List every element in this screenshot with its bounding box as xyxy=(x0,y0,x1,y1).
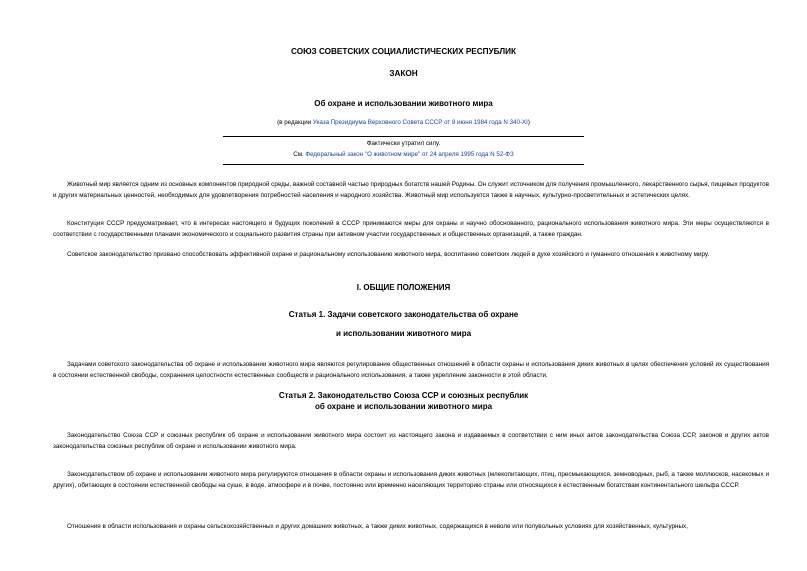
status-prefix: См. xyxy=(293,151,306,158)
article2-paragraph-3: Отношения в области использования и охраны сельскохозяйственных и других домашних животных, а также диких животных, содержащихся в неволе или полувольных условиях для хозяйственных, культурных, xyxy=(67,523,688,530)
status-link[interactable]: Федеральный закон "О животном мире" от 24 апреля 1995 года N 52-ФЗ xyxy=(305,151,514,158)
status-reference xyxy=(0,151,807,158)
divider-top xyxy=(223,136,584,137)
preamble-paragraph-2: Конституция СССР предусматривает, что в интересах настоящего и будущих поколений в СССР принимаются меры для охраны и научно обоснованного, рационального использования животного мира. Эти меры осуществляются в соответствии с государственными планами экономического и социального развития страны при активном участии государственных и общественных организаций, а также граждан. xyxy=(53,220,769,238)
doc-type-heading: ЗАКОН xyxy=(389,69,418,78)
union-heading: СОЮЗ СОВЕТСКИХ СОЦИАЛИСТИЧЕСКИХ РЕСПУБЛИК xyxy=(291,47,516,56)
article2-paragraph-2: Законодательством об охране и использовании животного мира регулируются отношения в области охраны и использования диких животных (млекопитающих, птиц, пресмыкающихся, земноводных, рыб, а также моллюсков, насекомых и других), обитающих в состоянии естественной свободы на суше, в воде, атмосфере и в почве, постоянно или временно населяющих территорию страны или относящихся к естественным богатствам континентального шельфа СССР. xyxy=(53,471,769,489)
section-title: I. ОБЩИЕ ПОЛОЖЕНИЯ xyxy=(356,283,451,292)
article1-text: Задачами советского законодательства об охране и использовании животного мира являются регулирование общественных отношений в области охраны и использования диких животных в целях обеспечения условий их существования в состоянии естественной свободы, сохранения целостности естественных сообществ и рационального использования, а также укрепление законности в этой области. xyxy=(53,361,769,379)
edition-suffix: ) xyxy=(527,119,530,126)
article1-title-line2: и использовании животного мира xyxy=(335,329,472,338)
article2-title-line1: Статья 2. Законодательство Союза ССР и союзных республик xyxy=(278,391,529,400)
status-line: Фактически утратил силу. xyxy=(366,140,441,147)
article1-title-line1: Статья 1. Задачи советского законодательства об охране xyxy=(288,310,519,319)
article2-title-line2: об охране и использовании животного мира xyxy=(314,402,493,411)
edition-note xyxy=(0,119,807,126)
edition-link[interactable]: Указа Президиума Верховного Совета СССР от 8 июня 1984 года N 340-XI xyxy=(312,119,528,126)
divider-bottom xyxy=(223,164,584,165)
preamble-paragraph-3: Советское законодательство призвано способствовать эффективной охране и рациональному использованию животного мира, воспитанию советских людей в духе хозяйского и гуманного отношения к животному миру. xyxy=(67,251,710,258)
edition-prefix: (в редакции xyxy=(277,119,313,126)
law-title: Об охране и использовании животного мира xyxy=(314,99,493,108)
article2-paragraph-1: Законодательство Союза ССР и союзных республик об охране и использовании животного мира состоит из настоящего закона и издаваемых в соответствии с ним иных актов законодательства Союза ССР, законов и других актов законодательства союзных республик об охране и использовании животного мира. xyxy=(53,432,769,450)
preamble-paragraph-1: Животный мир является одним из основных компонентов природной среды, важной составной частью природных богатств нашей Родины. Он служит источником для получения промышленного, лекарственного сырья, пищевых продуктов и других материальных ценностей, необходимых для удовлетворения потребностей населения и народного хозяйства. Животный мир используется также в научных, культурно-просветительных и эстетических целях. xyxy=(53,181,769,199)
